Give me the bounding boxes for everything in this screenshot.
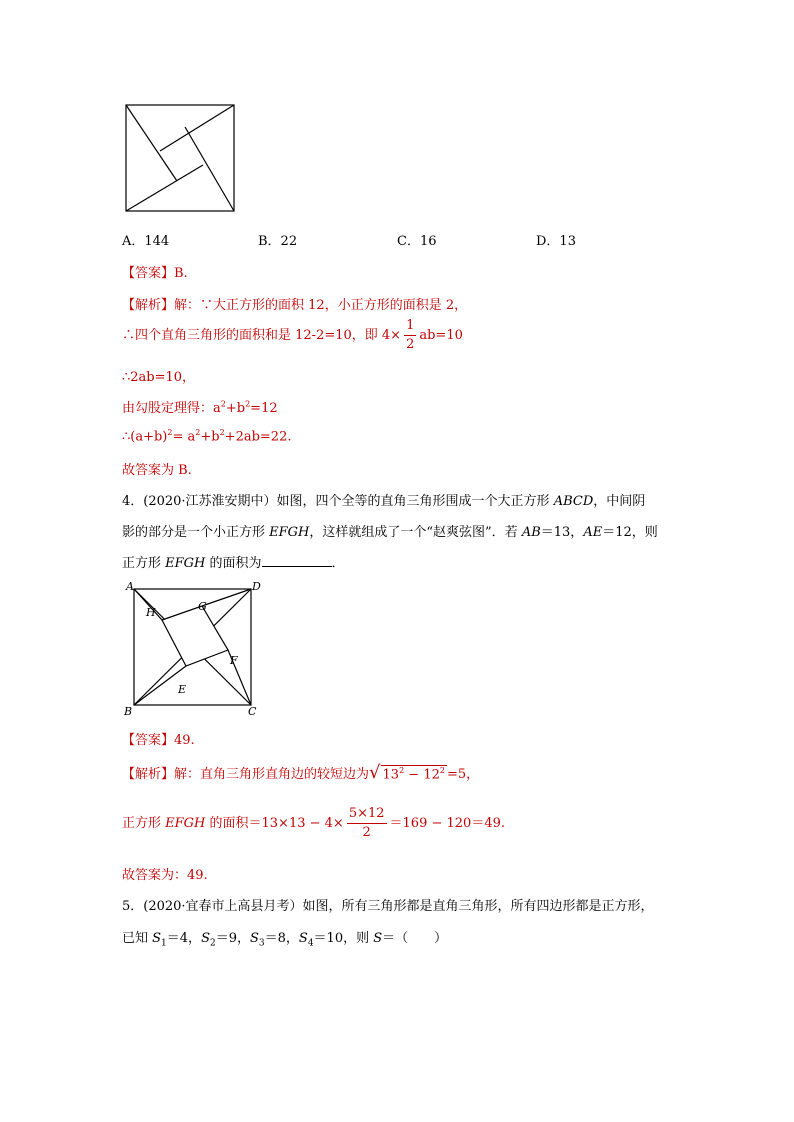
q4-analysis-line2: 正方形 EFGH 的面积＝13×13 − 4× $\frac{5\times 12}{2}$ ＝169 − 120＝49. (122, 806, 505, 840)
label-g: G (198, 600, 207, 613)
q4-line1: 4．(2020·江苏淮安期中）如图，四个全等的直角三角形围成一个大正方形 ABCD，中间阴 (122, 494, 646, 509)
label-c: C (248, 705, 257, 718)
answer-blank (262, 554, 332, 567)
fraction-one-half: $\frac{1}{2}$ (406, 318, 415, 352)
q4-final: 故答案为：49. (122, 868, 208, 883)
choice-a: A．144 (122, 234, 170, 249)
label-a: A (126, 580, 134, 593)
choice-c: C．16 (397, 234, 437, 249)
q4-line3: 正方形 EFGH 的面积为 ． (122, 556, 345, 571)
q4-answer: 【答案】49. (122, 733, 195, 748)
zhao-shuang-figure (122, 578, 264, 718)
choice-b: B．22 (258, 234, 298, 249)
q3-analysis-line1: 【解析】解：∵大正方形的面积 12，小正方形的面积是 2， (122, 298, 468, 313)
label-d: D (252, 580, 261, 593)
q4-analysis-line1: 【解析】解：直角三角形直角边的较短边为√ $13^2 - 12^2 =5$， (122, 762, 480, 783)
label-f: F (230, 654, 238, 667)
q5-line1: 5．(2020·宜春市上高县月考）如图，所有三角形都是直角三角形，所有四边形都是正方形， (122, 899, 654, 914)
fraction-area: $\frac{5\times 12}{2}$ (348, 806, 385, 840)
q3-analysis-line3: ∴2ab=10， (122, 370, 196, 385)
label-e: E (178, 683, 187, 696)
q3-analysis-line4: 由勾股定理得：$a^2+b^2=12$ (122, 399, 278, 416)
label-b: B (124, 705, 133, 718)
q5-line2: 已知 $S_1=4$，$S_2=9$，$S_3=8$，$S_4=10$，则 S＝（ ） (122, 931, 448, 949)
q3-final: 故答案为 B. (122, 463, 192, 478)
label-h: H (146, 606, 156, 619)
pinwheel-square-figure (122, 101, 240, 215)
choice-d: D．13 (536, 234, 576, 249)
q3-analysis-line2: ∴四个直角三角形的面积和是 12-2=10，即 4× $\frac{1}{2}$ ab=10 (122, 318, 463, 352)
q4-line2: 影的部分是一个小正方形 EFGH，这样就组成了一个“赵爽弦图”．若 AB＝13，AE＝12，则 (122, 525, 658, 540)
sqrt-radicand: $13^2 - 12^2$ (382, 765, 445, 782)
q3-analysis-line5: $\therefore(a+b)^2= a^2+b^2+2ab=22$. (122, 428, 292, 445)
analysis-label: 【解析】 (122, 298, 175, 313)
q3-answer: 【答案】B. (122, 266, 188, 281)
